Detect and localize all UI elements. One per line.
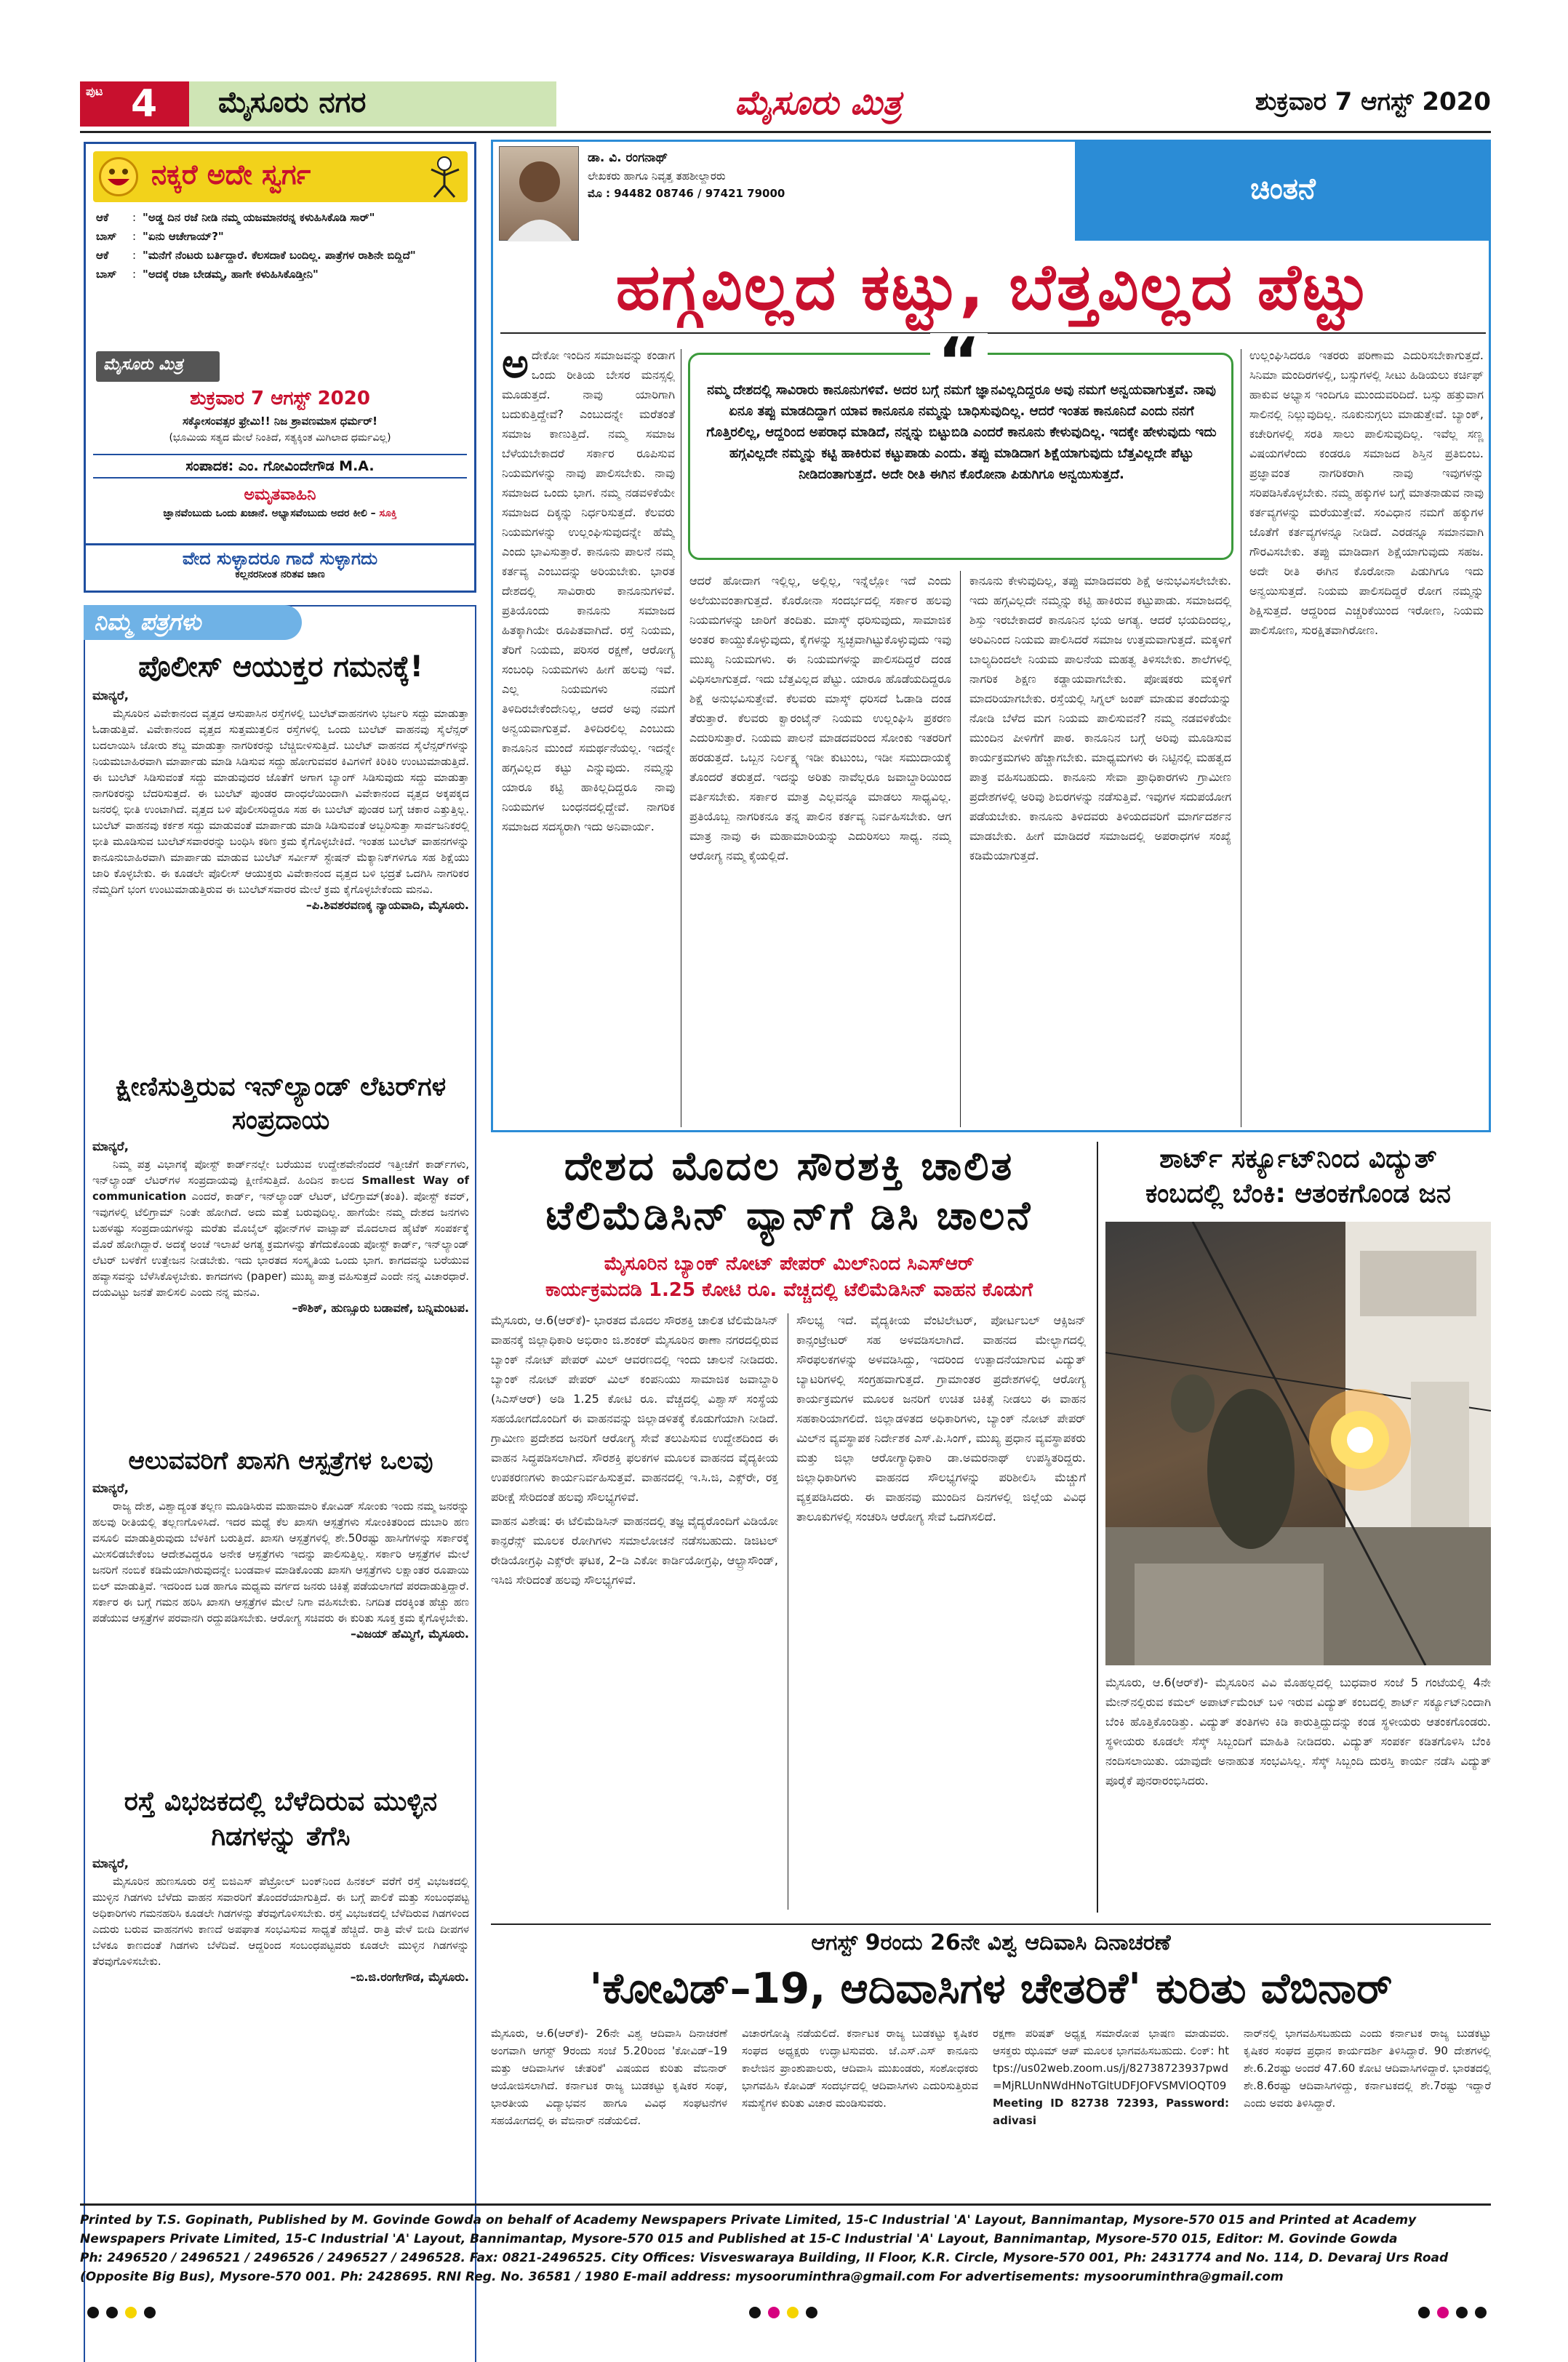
solar-subhead-1: ಮೈಸೂರಿನ ಬ್ಯಾಂಕ್ ನೋಟ್ ಪೇಪರ್ ಮಿಲ್‌ನಿಂದ ಸಿಎಸ್‌ಆರ್ bbox=[604, 1253, 975, 1275]
letter-signature: –ಕೌಶಿಕ್, ಹುಣ್ಸೂರು ಬಡಾವಣೆ, ಬನ್ನಿಮಂಟಪ. bbox=[292, 1301, 469, 1315]
letter-body bbox=[92, 1156, 469, 1300]
solar-headline-1: ದೇಶದ ಮೊದಲ ಸೌರಶಕ್ತಿ ಚಾಲಿತ bbox=[564, 1143, 1015, 1189]
joke-date-line: ಶುಕ್ರವಾರ 7 ಆಗಸ್ಟ್ 2020 bbox=[190, 388, 370, 409]
letter-signature: –ಪಿ.ಶಿವಶರವಣಕ್ಕ ನ್ಯಾಯವಾದಿ, ಮೈಸೂರು. bbox=[305, 898, 469, 912]
letter-2 bbox=[92, 1070, 469, 1316]
solar-article bbox=[491, 1142, 1087, 1916]
letter-heading: ಕ್ಷೀಣಿಸುತ್ತಿರುವ ಇನ್‌ಲ್ಯಾಂಡ್ ಲೆಟರ್‌ಗಳ ಸಂಪ್ರದಾಯ bbox=[115, 1072, 447, 1135]
webinar-text: ವಿಚಾರಗೋಷ್ಠಿ ನಡೆಯಲಿದೆ. ಕರ್ನಾಟಕ ರಾಜ್ಯ ಬುಡಕಟ್ಟು ಕೃಷಿಕರ ಸಂಘದ ಅಧ್ಯಕ್ಷರು ಉದ್ಘಾಟಿಸುವರು. ಜೆ.ಎಸ್.ಎಸ್ ಕಾನೂನು ಕಾಲೇಜಿನ ಪ್ರಾಂಶುಪಾಲರು, ಆದಿವಾಸಿ ಮುಖಂಡರು, ಸಂಶೋಧಕರು ಭಾಗವಹಿಸಿ ಕೋವಿಡ್ ಸಂದರ್ಭದಲ್ಲಿ ಆದಿವಾಸಿಗಳು ಎದುರಿಸುತ್ತಿರುವ ಸಮಸ್ಯೆಗಳ ಕುರಿತು ವಿಚಾರ ಮಂಡಿಸುವರು. bbox=[742, 2027, 978, 2110]
solar-subhead-2: ಕಾರ್ಯಕ್ರಮದಡಿ 1.25 ಕೋಟಿ ರೂ. ವೆಚ್ಚದಲ್ಲಿ ಟೆಲಿಮೆಡಿಸಿನ್ ವಾಹನ ಕೊಡುಗೆ bbox=[545, 1279, 1033, 1301]
webinar-col-4 bbox=[1244, 2025, 1491, 2198]
letter-body-part: ಎಂದರೆ, ಕಾರ್ಡ್, ಇನ್‌ಲ್ಯಾಂಡ್ ಲೆಟರ್, ಟೆಲಿಗ್ರಾಮ್(ತಂತಿ). ಪೋಸ್ಟ್ ಕವರ್, ಇವುಗಳಲ್ಲಿ ಟೆಲಿಗ್ರಾಮ್ ನಿಂತೇ ಹೋಗಿದೆ. ಅದು ಮತ್ತೆ ಬರುವುದಿಲ್ಲ. ಹಾಗೆಯೇ ನಮ್ಮ ದೇಶದ ಜನಗಳು ಬಹಳಷ್ಟು ಸಂಪ್ರದಾಯಗಳನ್ನು ಮರೆತು ಮೊಬೈಲ್ ಫೋನ್‌ಗಳ ವಾಟ್ಸಾಪ್ ಮೊದಲಾದ ಹೈಟೆಕ್ ಸಂಪರ್ಕಕ್ಕೆ ಮೊರೆ ಹೋಗಿದ್ದಾರೆ. ಅದಕ್ಕೆ ಅಂಚೆ ಇಲಾಖೆ ಅಗತ್ಯ ಕ್ರಮಗಳನ್ನು ತೆಗೆದುಕೊಂಡು ಪೋಸ್ಟ್ ಕಾರ್ಡ್, ಇನ್‌ಲ್ಯಾಂಡ್ ಲೆಟರ್ ಬಳಕೆಗೆ ಉತ್ತೇಜನ ನೀಡಬೇಕು. ಇದು ಭಾರತದ ಸಂಸ್ಕೃತಿಯ ಒಂದು ಭಾಗ. ಕಾಗದವನ್ನು ಬರೆಯುವ ಹವ್ಯಾಸವನ್ನು ಬೆಳೆಸಿಕೊಳ್ಳಬೇಕು. ಕಾಗದಗಳು bbox=[92, 1190, 469, 1283]
pull-quote-text: ನಮ್ಮ ದೇಶದಲ್ಲಿ ಸಾವಿರಾರು ಕಾನೂನುಗಳಿವೆ. ಅದರ ಬಗ್ಗೆ ನಮಗೆ ಜ್ಞಾನವಿಲ್ಲದಿದ್ದರೂ ಅವು ನಮಗೆ ಅನ್ವಯವಾಗುತ್ತವೆ. ನಾವು ಏನೂ ತಪ್ಪು ಮಾಡದಿದ್ದಾಗ ಯಾವ ಕಾನೂನೂ ನಮ್ಮನ್ನು ಬಾಧಿಸುವುದಿಲ್ಲ. ಆದರೆ ಇಂತಹ ಕಾನೂನಿದೆ ಎಂದು ನನಗೆ ಗೊತ್ತಿರಲಿಲ್ಲ, ಆದ್ದರಿಂದ ಅಪರಾಧ ಮಾಡಿದೆ, ನನ್ನನ್ನು ಬಿಟ್ಟುಬಿಡಿ ಎಂದರೆ ಕಾನೂನು ಕೇಳುವುದಿಲ್ಲ. ಇದಕ್ಕೇ ಹೇಳುವುದು ಇದು ಹಗ್ಗವಿಲ್ಲದೇ ನಮ್ಮನ್ನು ಕಟ್ಟಿ ಹಾಕಿರುವ ಕಟ್ಟುಪಾಡು ಎಂದು. ತಪ್ಪು ಮಾಡಿದಾಗ ಶಿಕ್ಷೆಯಾಗುವುದು ಬೆತ್ತವಿಲ್ಲದೇ ಪೆಟ್ಟು ನೀಡಿದಂತಾಗುತ್ತದೆ. ಅದೇ ರೀತಿ ಈಗಿನ ಕೊರೋನಾ ಪಿಡುಗಿಗೂ ಅನ್ವಯಿಸುತ್ತದೆ. bbox=[706, 383, 1217, 482]
amrita-source: ಸೂಕ್ತಿ bbox=[379, 508, 397, 519]
solar-headline-2: ಟೆಲಿಮೆಡಿಸಿನ್ ವ್ಯಾನ್‌ಗೆ ಡಿಸಿ ಚಾಲನೆ bbox=[545, 1193, 1033, 1238]
amrita-text: ಜ್ಞಾನವೆಂಬುದು ಒಂದು ಖಜಾನೆ. ಅಭ್ಯಾಸವೆಂಬುದು ಅದರ ಕೀಲಿ – bbox=[163, 508, 376, 519]
small-masthead: ಮೈಸೂರು ಮಿತ್ರ bbox=[103, 356, 183, 374]
chintane-text: ಆದರೆ ಹೋದಾಗ ಇಲ್ಲಿಲ್ಲ, ಅಲ್ಲಿಲ್ಲ, ಇನ್ನೆಲ್ಲೋ ಇದೆ ಎಂದು ಅಲೆಯುವಂತಾಗುತ್ತದೆ. ಕೊರೋನಾ ಸಂದರ್ಭದಲ್ಲಿ ಸರ್ಕಾರ ಹಲವು ನಿಯಮಗಳನ್ನು ಜಾರಿಗೆ ತಂದಿತು. ಮಾಸ್ಕ್ ಧರಿಸುವುದು, ಸಾಮಾಜಿಕ ಅಂತರ ಕಾಯ್ದುಕೊಳ್ಳುವುದು, ಕೈಗಳನ್ನು ಸ್ವಚ್ಛವಾಗಿಟ್ಟುಕೊಳ್ಳುವುದು ಇವು ಮುಖ್ಯ ನಿಯಮಗಳು. ಈ ನಿಯಮಗಳನ್ನು ಪಾಲಿಸದಿದ್ದರೆ ದಂಡ ವಿಧಿಸಲಾಗುತ್ತದೆ. ಇದು ಬೆತ್ತವಿಲ್ಲದ ಪೆಟ್ಟು. ಯಾರೂ ಹೊಡೆಯದಿದ್ದರೂ ಶಿಕ್ಷೆ ಅನುಭವಿಸುತ್ತೇವೆ. ಕೆಲವರು ಮಾಸ್ಕ್ ಧರಿಸದೆ ಓಡಾಡಿ ದಂಡ ತೆರುತ್ತಾರೆ. ಕೆಲವರು ಕ್ವಾರಂಟೈನ್ ನಿಯಮ ಉಲ್ಲಂಘಿಸಿ ಪ್ರಕರಣ ಎದುರಿಸುತ್ತಾರೆ. ನಿಯಮ ಪಾಲನೆ ಮಾಡದವರಿಂದ ಸೋಂಕು ಇತರರಿಗೆ ಹರಡುತ್ತದೆ. ಒಬ್ಬನ ನಿರ್ಲಕ್ಷ್ಯ ಇಡೀ ಕುಟುಂಬ, ಇಡೀ ಸಮುದಾಯಕ್ಕೆ ತೊಂದರೆ ತರುತ್ತದೆ. ಇದನ್ನು ಅರಿತು ನಾವೆಲ್ಲರೂ ಜವಾಬ್ದಾರಿಯಿಂದ ವರ್ತಿಸಬೇಕು. ಸರ್ಕಾರ ಮಾತ್ರ ಎಲ್ಲವನ್ನೂ ಮಾಡಲು ಸಾಧ್ಯವಿಲ್ಲ. ಪ್ರತಿಯೊಬ್ಬ ನಾಗರಿಕನೂ ತನ್ನ ಪಾಲಿನ ಕರ್ತವ್ಯ ನಿರ್ವಹಿಸಬೇಕು. ಆಗ ಮಾತ್ರ ನಾವು ಈ ಮಹಾಮಾರಿಯನ್ನು ಎದುರಿಸಲು ಸಾಧ್ಯ. ನಮ್ಮ ಆರೋಗ್ಯ ನಮ್ಮ ಕೈಯಲ್ಲಿದೆ. bbox=[689, 574, 951, 862]
vachana-box bbox=[84, 545, 476, 593]
webinar-text: ನಾರ್‌ನಲ್ಲಿ ಭಾಗವಹಿಸಬಹುದು ಎಂದು ಕರ್ನಾಟಕ ರಾಜ್ಯ ಬುಡಕಟ್ಟು ಕೃಷಿಕರ ಸಂಘದ ಪ್ರಧಾನ ಕಾರ್ಯದರ್ಶಿ ತಿಳಿಸಿದ್ದಾರೆ. 90 ದೇಶಗಳಲ್ಲಿ ಶೇ.6.2ರಷ್ಟು ಅಂದರೆ 47.60 ಕೋಟಿ ಆದಿವಾಸಿಗಳಿದ್ದಾರೆ. ಭಾರತದಲ್ಲಿ ಶೇ.8.6ರಷ್ಟು ಆದಿವಾಸಿಗಳಿದ್ದು, ಕರ್ನಾಟಕದಲ್ಲಿ ಶೇ.7ರಷ್ಟು ಇದ್ದಾರೆ ಎಂದು ಅವರು ತಿಳಿಸಿದ್ದಾರೆ. bbox=[1244, 2027, 1491, 2110]
quote-mark-icon: “ bbox=[930, 333, 988, 391]
letter-salutation: ಮಾನ್ಯರೆ, bbox=[92, 1857, 129, 1871]
chintane-headline: ಹಗ್ಗವಿಲ್ಲದ ಕಟ್ಟು, ಬೆತ್ತವಿಲ್ಲದ ಪೆಟ್ಟು bbox=[615, 249, 1371, 324]
letter-signature: –ವಿಜಯ್ ಹೆಮ್ಮಿಗೆ, ಮೈಸೂರು. bbox=[351, 1627, 469, 1641]
joke-line: ಬಾಸ್ : "ಅದಕ್ಕೆ ರಜಾ ಬೇಡಮ್ಮ, ಹಾಗೇ ಕಳುಹಿಸಿಕೊಡ್ತೀನಿ" bbox=[96, 266, 467, 282]
page-label: ಪುಟ bbox=[86, 84, 103, 98]
letter-body: ಮೈಸೂರಿನ ವಿವೇಕಾನಂದ ವೃತ್ತದ ಆಸುಪಾಸಿನ ರಸ್ತೆಗಳಲ್ಲಿ ಬುಲೆಟ್‌ವಾಹನಗಳು ಭರ್ಜರಿ ಸದ್ದು ಮಾಡುತ್ತಾ ಓಡಾಡುತ್ತಿವೆ. ವಿವೇಕಾನಂದ ವೃತ್ತದ ಸುತ್ತಮುತ್ತಲಿನ ರಸ್ತೆಗಳಲ್ಲಿ ಒಂದು ಬುಲೆಟ್ ವಾಹನವು ಸೈಲೆನ್ಸರ್ ಬದಲಾಯಿಸಿ ಜೋರು ಶಬ್ದ ಮಾಡುತ್ತಾ ನಾಗರಿಕರನ್ನು ಬೆಚ್ಚಿಬೀಳಿಸುತ್ತಿದೆ. ಬುಲೆಟ್ ವಾಹನದ ಸೈಲೆನ್ಸರ್‌ಗಳನ್ನು ನಿಯಮಬಾಹಿರವಾಗಿ ಮಾರ್ಪಾಡು ಮಾಡಿ ಸಿಡಿಸುವ ಸದ್ದು ಹೋಗುವವರ ಕಿವಿಗಳಿಗೆ ಕಿರಿಕಿರಿ ಉಂಟುಮಾಡುತ್ತಿದೆ. ಈ ಬುಲೆಟ್ ಸಿಡಿಸುವಂತೆ ಸದ್ದು ಮಾಡುವುದರ ಜೊತೆಗೆ ಅಗಾಗ ಬ್ಯಾಂಗ್ ಸಿಡಿಸುವುದು ಸದ್ದು ಮಾಡುತ್ತಾ ನಾಗರಿಕರನ್ನು ಬೆದರಿಸುತ್ತದೆ. ಈ ಬುಲೆಟ್ ಪುಂಡರ ದಾಂಧಲೆಯಿಂದಾಗಿ ವಿವೇಕಾನಂದ ವೃತ್ತದ ಅಕ್ಕಪಕ್ಕದ ಜನರಲ್ಲಿ ಭೀತಿ ಉಂಟಾಗಿದೆ. ವೃತ್ತದ ಬಳಿ ಪೊಲೀಸರಿದ್ದರೂ ಸಹ ಈ ಬುಲೆಟ್ ಪುಂಡರ ಬಗ್ಗೆ ಚಕಾರ ಎತ್ತುತ್ತಿಲ್ಲ. ಬುಲೆಟ್ ವಾಹನವು ಕರ್ಕಶ ಸದ್ದು ಮಾಡುವಂತೆ ಮಾರ್ಪಾಡು ಮಾಡಿ ಸಿಡಿಸುವಂತೆ ಅಬ್ಬರಿಸುತ್ತಾ ಸಾರ್ವಜನಿಕರಲ್ಲಿ ಭೀತಿ ಮೂಡಿಸುವ ಬುಲೆಟ್‌ಸವಾರರನ್ನು ಬಂಧಿಸಿ ಕಠಿಣ ಕ್ರಮ ಕೈಗೊಳ್ಳಬೇಕಿದೆ. ಇಂತಹ ಬುಲೆಟ್ ವಾಹನಗಳನ್ನು ಕಾನೂನುಬಾಹಿರವಾಗಿ ಮಾರ್ಪಾಡು ಮಾಡುವ ಬುಲೆಟ್ ಸರ್ವೀಸ್ ಸ್ಟೇಷನ್ ಮೆಕ್ಯಾನಿಕ್‌ಗಳಿಗೂ ಸಹ ಶಿಕ್ಷೆಯು ಜಾರಿ ಕೊಳ್ಳಬೇಕು. ಈ ಕೂಡಲೇ ಪೊಲೀಸ್ ಆಯುಕ್ತರು ವಿವೇಕಾನಂದ ವೃತ್ತದ ಬಳಿ ಭದ್ರತೆ ಒದಗಿಸಿ ನಾಗರಿಕರ ನೆಮ್ಮದಿಗೆ ಭಂಗ ಉಂಟುಮಾಡುತ್ತಿರುವ ಈ ಬುಲೆಟ್‌ಸವಾರರ ಮೇಲೆ ಕ್ರಮ ಕೈಗೊಳ್ಳಬೇಕೆಂದು ಮನವಿ. bbox=[92, 707, 469, 896]
webinar-link[interactable]: https://us02web.zoom.us/j/82738723937pwd=MjRLUnNWdHNoTGltUDFJOFVSMVlOQT09 bbox=[993, 2044, 1229, 2092]
short-circuit-headline-2: ಕಂಬದಲ್ಲಿ ಬೆಂಕಿ: ಆತಂಕಗೊಂಡ ಜನ bbox=[1145, 1179, 1451, 1209]
author-role: ಲೇಖಕರು ಹಾಗೂ ನಿವೃತ್ತ ತಹಶೀಲ್ದಾರರು bbox=[588, 169, 726, 183]
black-dot bbox=[1418, 2307, 1430, 2318]
joke-text: "ಮನೆಗೆ ನೆಂಟರು ಬರ್ತಿದ್ದಾರೆ. ಕೆಲಸದಾಕೆ ಬಂದಿಲ್ಲ. ಪಾತ್ರೆಗಳ ರಾಶಿನೇ ಬಿದ್ದಿದೆ" bbox=[143, 249, 416, 262]
header-rule bbox=[80, 131, 1491, 133]
webinar-col-3 bbox=[993, 2025, 1229, 2198]
letter-heading: ಪೊಲೀಸ್ ಆಯುಕ್ತರ ಗಮನಕ್ಕೆ! bbox=[138, 650, 423, 684]
joke-dialog bbox=[96, 209, 467, 282]
letter-salutation: ಮಾನ್ಯರೆ, bbox=[92, 689, 129, 703]
black-dot bbox=[1475, 2307, 1487, 2318]
webinar-col-2 bbox=[742, 2025, 978, 2198]
letter-body-part: ಮುಖ್ಯ ಪಾತ್ರ ವಹಿಸುತ್ತದೆ ಎಂದೇ ನನ್ನ ವಿಚಾರಧಾರೆ. ದಯವಿಟ್ಟು ಜನತೆ ಪಾಲಿಸಲಿ ಎಂದು ನನ್ನ ಮನವಿ. bbox=[92, 1270, 469, 1299]
caption-text: ಮೈಸೂರು, ಆ.6(ಆರ್‌ಕೆ)- ಮೈಸೂರಿನ ವಿವಿ ಮೊಹಲ್ಲದಲ್ಲಿ ಬುಧವಾರ ಸಂಜೆ 5 ಗಂಟೆಯಲ್ಲಿ 4ನೇ ಮೇನ್‌ನಲ್ಲಿರುವ ಕಮಲ್ ಅಪಾರ್ಟ್‌ಮೆಂಟ್ ಬಳಿ ಇರುವ ವಿದ್ಯುತ್ ಕಂಬದಲ್ಲಿ ಶಾರ್ಟ್ ಸರ್ಕ್ಯೂಟ್‌ನಿಂದಾಗಿ ಬೆಂಕಿ ಹೊತ್ತಿಕೊಂಡಿತ್ತು. ವಿದ್ಯುತ್ ತಂತಿಗಳು ಕಿಡಿ ಕಾರುತ್ತಿದ್ದುದನ್ನು ಕಂಡ ಸ್ಥಳೀಯರು ಆತಂಕಗೊಂಡರು. ಸ್ಥಳೀಯರು ಕೂಡಲೇ ಸೆಸ್ಕ್ ಸಿಬ್ಬಂದಿಗೆ ಮಾಹಿತಿ ನೀಡಿದರು. ವಿದ್ಯುತ್ ಸಂಪರ್ಕ ಕಡಿತಗೊಳಿಸಿ ಬೆಂಕಿ ನಂದಿಸಲಾಯಿತು. ಯಾವುದೇ ಅನಾಹುತ ಸಂಭವಿಸಿಲ್ಲ. ಸೆಸ್ಕ್ ಸಿಬ್ಬಂದಿ ದುರಸ್ತಿ ಕಾರ್ಯ ನಡೆಸಿ ವಿದ್ಯುತ್ ಪೂರೈಕೆ ಪುನರಾರಂಭಿಸಿದರು. bbox=[1105, 1676, 1491, 1787]
letter-body: ಮೈಸೂರಿನ ಹುಣಸೂರು ರಸ್ತೆ ಬಿಜಿಎಸ್ ಪೆಟ್ರೋಲ್ ಬಂಕ್‌ನಿಂದ ಹಿನಕಲ್ ವರೆಗೆ ರಸ್ತೆ ವಿಭಜಕದಲ್ಲಿ ಮುಳ್ಳಿನ ಗಿಡಗಳು ಬೆಳೆದು ವಾಹನ ಸವಾರರಿಗೆ ತೊಂದರೆಯಾಗುತ್ತಿದೆ. ಈ ಬಗ್ಗೆ ಪಾಲಿಕೆ ಮತ್ತು ಸಂಬಂಧಪಟ್ಟ ಅಧಿಕಾರಿಗಳು ಗಮನಹರಿಸಿ ಕೂಡಲೇ ಗಿಡಗಳನ್ನು ತೆರವುಗೊಳಿಸಬೇಕು. ರಸ್ತೆ ವಿಭಜಕದಲ್ಲಿ ಬೆಳೆದಿರುವ ಗಿಡಗಳಿಂದ ಎದುರು ಬರುವ ವಾಹನಗಳು ಕಾಣದೆ ಅಪಘಾತ ಸಂಭವಿಸುವ ಸಾಧ್ಯತೆ ಹೆಚ್ಚಿದೆ. ರಾತ್ರಿ ವೇಳೆ ಬೀದಿ ದೀಪಗಳ ಬೆಳಕೂ ಕಾಣದಂತೆ ಗಿಡಗಳು ಬೆಳೆದಿವೆ. ಆದ್ದರಿಂದ ಸಂಬಂಧಪಟ್ಟವರು ಕೂಡಲೇ ಮುಳ್ಳಿನ ಗಿಡಗಳನ್ನು ತೆರವುಗೊಳಿಸಬೇಕು. bbox=[92, 1875, 469, 1968]
dropcap: ಅ bbox=[502, 345, 529, 388]
joke-speaker: ಬಾಸ್ bbox=[96, 230, 117, 243]
joke-text: "ಅಡ್ಡ ದಿನ ರಜೆ ನೀಡಿ ನಮ್ಮ ಯಜಮಾನರನ್ನ ಕಳುಹಿಸಿಕೊಡಿ ಸಾರ್" bbox=[143, 211, 375, 224]
webinar-meeting-info: Meeting ID 82738 72393, Password: adivasi bbox=[993, 2097, 1229, 2127]
letter-heading: ರಸ್ತೆ ವಿಭಜಕದಲ್ಲಿ ಬೆಳೆದಿರುವ ಮುಳ್ಳಿನ ಗಿಡಗಳನ್ನು ತೆಗೆಸಿ bbox=[124, 1787, 438, 1851]
imprint bbox=[80, 2211, 1491, 2286]
column-name-box bbox=[1075, 142, 1491, 241]
imprint-line: Printed by T.S. Gopinath, Published by M. Govinde Gowda on behalf of Academy Newspapers Private Limited, 15-C Industrial 'A' Layout, Bannimantap, Mysore-570 015 and Printed at Academy bbox=[80, 2213, 1417, 2227]
webinar-text-part: ರಕ್ಷಣಾ ಪರಿಷತ್ ಅಧ್ಯಕ್ಷ ಸಮಾರೋಪ ಭಾಷಣ ಮಾಡುವರು. ಆಸಕ್ತರು ಝೂಮ್ ಆಪ್ ಮೂಲಕ ಭಾಗವಹಿಸಬಹುದು. ಲಿಂಕ್: bbox=[993, 2027, 1229, 2057]
page-header bbox=[80, 81, 1491, 132]
joke-text: "ಅದಕ್ಕೆ ರಜಾ ಬೇಡಮ್ಮ, ಹಾಗೇ ಕಳುಹಿಸಿಕೊಡ್ತೀನಿ" bbox=[143, 268, 319, 281]
letter-body-english: Smallest Way of communication bbox=[92, 1174, 469, 1203]
chintane-col-3 bbox=[969, 571, 1231, 1131]
letter-4 bbox=[92, 1785, 469, 1985]
registration-marks-center bbox=[749, 2307, 817, 2318]
solar-text-special: ವಾಹನ ವಿಶೇಷ: ಈ ಟೆಲಿಮೆಡಿಸಿನ್ ವಾಹನದಲ್ಲಿ ತಜ್ಞ ವೈದ್ಯರೊಂದಿಗೆ ವಿಡಿಯೋ ಕಾನ್ಫರೆನ್ಸ್ ಮೂಲಕ ರೋಗಿಗಳು ಸಮಾಲೋಚನೆ ನಡೆಸಬಹುದು. ಡಿಜಿಟಲ್ ರೇಡಿಯೋಗ್ರಫಿ ಎಕ್ಸ್‌ರೇ ಘಟಕ, 2–ಡಿ ಎಕೋ ಕಾರ್ಡಿಯೋಗ್ರಫಿ, ಆಲ್ಟ್ರಾಸೌಂಡ್, ಇಸಿಜಿ ಸೇರಿದಂತೆ ಹಲವು ಸೌಲಭ್ಯಗಳಿವೆ. bbox=[491, 1514, 778, 1587]
section-name: ಮೈಸೂರು ನಗರ bbox=[218, 86, 367, 119]
joke-line: ಆಕೆ : "ಅಡ್ಡ ದಿನ ರಜೆ ನೀಡಿ ನಮ್ಮ ಯಜಮಾನರನ್ನ ಕಳುಹಿಸಿಕೊಡಿ ಸಾರ್" bbox=[96, 209, 467, 225]
joke-line: ಆಕೆ : "ಮನೆಗೆ ನೆಂಟರು ಬರ್ತಿದ್ದಾರೆ. ಕೆಲಸದಾಕೆ ಬಂದಿಲ್ಲ. ಪಾತ್ರೆಗಳ ರಾಶಿನೇ ಬಿದ್ದಿದೆ" bbox=[96, 247, 467, 263]
chintane-article bbox=[491, 140, 1491, 1132]
yellow-dot bbox=[787, 2307, 799, 2318]
webinar-col-1 bbox=[491, 2025, 727, 2198]
black-dot bbox=[749, 2307, 761, 2318]
author-photo bbox=[499, 146, 579, 241]
webinar-headline: 'ಕೋವಿಡ್–19, ಆದಿವಾಸಿಗಳ ಚೇತರಿಕೆ' ಕುರಿತು ವೆಬಿನಾರ್ bbox=[589, 1963, 1393, 2013]
magenta-dot bbox=[1437, 2307, 1449, 2318]
letters-section-title: ನಿಮ್ಮ ಪತ್ರಗಳು bbox=[94, 608, 201, 636]
header-date: ಶುಕ್ರವಾರ 7 ಆಗಸ್ಟ್ 2020 bbox=[1255, 87, 1491, 116]
small-masthead-box bbox=[96, 351, 220, 382]
page-number: 4 bbox=[131, 82, 158, 126]
webinar-kicker: ಆಗಸ್ಟ್ 9ರಂದು 26ನೇ ವಿಶ್ವ ಆದಿವಾಸಿ ದಿನಾಚರಣೆ bbox=[811, 1930, 1171, 1955]
footer-rule bbox=[80, 2203, 1491, 2206]
chintane-col-2 bbox=[689, 571, 951, 1131]
short-circuit-article bbox=[1105, 1142, 1491, 1913]
solar-col-1 bbox=[491, 1310, 778, 1914]
almanac-line: ಸಕ್ಕೋಸಂವತ್ಸರ ಫ್ರೇಮಿ!! ನಿಜ ಶ್ರಾವಣಮಾಸ ಧರ್ಮರ್! bbox=[182, 415, 378, 428]
joke-line: ಬಾಸ್ : "ಏನು ಆಚೇಗಾಯ್?" bbox=[96, 228, 467, 244]
letter-salutation: ಮಾನ್ಯರೆ, bbox=[92, 1140, 129, 1154]
short-circuit-caption bbox=[1105, 1673, 1491, 1913]
letters-column bbox=[84, 605, 476, 2362]
stick-figure-icon bbox=[424, 155, 464, 199]
smiley-icon bbox=[99, 157, 138, 196]
chintane-col-1 bbox=[502, 345, 675, 1131]
imprint-line: (Opposite Big Bus), Mysore-570 001. Ph: 2428695. RNI Reg. No. 36581 / 1980 E-mail address: mysooruminthra@gmail.com For advertisements: mysooruminthra@gmail.com bbox=[80, 2270, 1284, 2284]
joke-speaker: ಆಕೆ bbox=[96, 249, 109, 262]
yellow-dot bbox=[125, 2307, 137, 2318]
black-dot bbox=[806, 2307, 817, 2318]
letter-heading: ಆಲುವವರಿಗೆ ಖಾಸಗಿ ಆಸ್ಪತ್ರೆಗಳ ಒಲವು bbox=[128, 1446, 433, 1476]
solar-text: ಮೈಸೂರು, ಆ.6(ಆರ್‌ಕೆ)- ಭಾರತದ ಮೊದಲ ಸೌರಶಕ್ತಿ ಚಾಲಿತ ಟೆಲಿಮೆಡಿಸಿನ್ ವಾಹನಕ್ಕೆ ಜಿಲ್ಲಾಧಿಕಾರಿ ಅಭಿರಾಂ ಜಿ.ಶಂಕರ್ ಮೈಸೂರಿನ ಠಾಣಾ ನಗರದಲ್ಲಿರುವ ಬ್ಯಾಂಕ್ ನೋಟ್ ಪೇಪರ್ ಮಿಲ್ ಆವರಣದಲ್ಲಿ ಇಂದು ಚಾಲನೆ ನೀಡಿದರು. ಬ್ಯಾಂಕ್ ನೋಟ್ ಪೇಪರ್ ಮಿಲ್ ಕಂಪನಿಯು ಸಾಮಾಜಿಕ ಜವಾಬ್ದಾರಿ (ಸಿಎಸ್‌ಆರ್) ಅಡಿ 1.25 ಕೋಟಿ ರೂ. ವೆಚ್ಚದಲ್ಲಿ ವಿಶ್ವಾಸ್ ಸಂಸ್ಥೆಯ ಸಹಯೋಗದೊಂದಿಗೆ ಈ ವಾಹನವನ್ನು ಜಿಲ್ಲಾಡಳಿತಕ್ಕೆ ಕೊಡುಗೆಯಾಗಿ ನೀಡಿದೆ. ಗ್ರಾಮೀಣ ಪ್ರದೇಶದ ಜನರಿಗೆ ಆರೋಗ್ಯ ಸೇವೆ ತಲುಪಿಸುವ ಉದ್ದೇಶದಿಂದ ಈ ವಾಹನ ಸಿದ್ಧಪಡಿಸಲಾಗಿದೆ. ಸೌರಶಕ್ತಿ ಫಲಕಗಳ ಮೂಲಕ ವಾಹನದ ವೈದ್ಯಕೀಯ ಉಪಕರಣಗಳು ಕಾರ್ಯನಿರ್ವಹಿಸುತ್ತವೆ. ವಾಹನದಲ್ಲಿ ಇ.ಸಿ.ಜಿ, ಎಕ್ಸ್‌ರೇ, ರಕ್ತ ಪರೀಕ್ಷೆ ಸೇರಿದಂತೆ ಹಲವು ಸೌಲಭ್ಯಗಳಿವೆ. bbox=[491, 1313, 778, 1504]
headline-rule bbox=[500, 332, 1486, 334]
black-dot bbox=[1456, 2307, 1468, 2318]
imprint-line: Newspapers Private Limited, 15-C Industrial 'A' Layout, Bannimantap, Mysore-570 015 and Published at 15-C Industrial 'A' Layout, Bannimantap, Mysore-570 015, Editor: M. Govinde Gowda bbox=[80, 2232, 1398, 2246]
column-divider bbox=[960, 571, 961, 1127]
chintane-text: ಕಾನೂನು ಕೇಳುವುದಿಲ್ಲ, ತಪ್ಪು ಮಾಡಿದವರು ಶಿಕ್ಷೆ ಅನುಭವಿಸಲೇಬೇಕು. ಇದು ಹಗ್ಗವಿಲ್ಲದೇ ನಮ್ಮನ್ನು ಕಟ್ಟಿ ಹಾಕಿರುವ ಕಟ್ಟುಪಾಡು. ಸಮಾಜದಲ್ಲಿ ಶಿಸ್ತು ಇರಬೇಕಾದರೆ ಕಾನೂನಿನ ಭಯ ಅಗತ್ಯ. ಆದರೆ ಭಯದಿಂದಲ್ಲ, ಅರಿವಿನಿಂದ ನಿಯಮ ಪಾಲಿಸಿದರೆ ಸಮಾಜ ಉತ್ತಮವಾಗುತ್ತದೆ. ಮಕ್ಕಳಿಗೆ ಬಾಲ್ಯದಿಂದಲೇ ನಿಯಮ ಪಾಲನೆಯ ಮಹತ್ವ ತಿಳಿಸಬೇಕು. ಶಾಲೆಗಳಲ್ಲಿ ನಾಗರಿಕ ಶಿಕ್ಷಣ ಕಡ್ಡಾಯವಾಗಬೇಕು. ಪೋಷಕರು ಮಕ್ಕಳಿಗೆ ಮಾದರಿಯಾಗಬೇಕು. ರಸ್ತೆಯಲ್ಲಿ ಸಿಗ್ನಲ್ ಜಂಪ್ ಮಾಡುವ ತಂದೆಯನ್ನು ನೋಡಿ ಬೆಳೆದ ಮಗ ನಿಯಮ ಪಾಲಿಸುವನೆ? ನಮ್ಮ ನಡವಳಿಕೆಯೇ ಮುಂದಿನ ಪೀಳಿಗೆಗೆ ಪಾಠ. ಕಾನೂನಿನ ಬಗ್ಗೆ ಅರಿವು ಮೂಡಿಸುವ ಕಾರ್ಯಕ್ರಮಗಳು ಹೆಚ್ಚಾಗಬೇಕು. ಮಾಧ್ಯಮಗಳು ಈ ನಿಟ್ಟಿನಲ್ಲಿ ಮಹತ್ವದ ಪಾತ್ರ ವಹಿಸಬಹುದು. ಕಾನೂನು ಸೇವಾ ಪ್ರಾಧಿಕಾರಗಳು ಗ್ರಾಮೀಣ ಪ್ರದೇಶಗಳಲ್ಲಿ ಅರಿವು ಶಿಬಿರಗಳನ್ನು ನಡೆಸುತ್ತಿವೆ. ಇವುಗಳ ಸದುಪಯೋಗ ಪಡೆಯಬೇಕು. ಕಾನೂನು ತಿಳಿದವರು ತಿಳಿಯದವರಿಗೆ ಮಾರ್ಗದರ್ಶನ ಮಾಡಬೇಕು. ಹೀಗೆ ಮಾಡಿದರೆ ಸಮಾಜದಲ್ಲಿ ಅಪರಾಧಗಳ ಸಂಖ್ಯೆ ಕಡಿಮೆಯಾಗುತ್ತದೆ. bbox=[969, 574, 1231, 862]
editor-line: ಸಂಪಾದಕ: ಎಂ. ಗೋವಿಂದೇಗೌಡ M.A. bbox=[93, 454, 467, 479]
magenta-dot bbox=[768, 2307, 780, 2318]
joke-title-bar bbox=[93, 151, 468, 202]
solar-text: ಸೌಲಭ್ಯ ಇದೆ. ವೈದ್ಯಕೀಯ ವೆಂಟಿಲೇಟರ್, ಪೋರ್ಟಬಲ್ ಆಕ್ಸಿಜನ್ ಕಾನ್ಸಂಟ್ರೇಟರ್ ಸಹ ಅಳವಡಿಸಲಾಗಿದೆ. ವಾಹನದ ಮೇಲ್ಭಾಗದಲ್ಲಿ ಸೌರಫಲಕಗಳನ್ನು ಅಳವಡಿಸಿದ್ದು, ಇದರಿಂದ ಉತ್ಪಾದನೆಯಾಗುವ ವಿದ್ಯುತ್ ಬ್ಯಾಟರಿಗಳಲ್ಲಿ ಸಂಗ್ರಹವಾಗುತ್ತದೆ. ಗ್ರಾಮಾಂತರ ಪ್ರದೇಶಗಳಲ್ಲಿ ಆರೋಗ್ಯ ಕಾರ್ಯಕ್ರಮಗಳ ಮೂಲಕ ಜನರಿಗೆ ಉಚಿತ ಚಿಕಿತ್ಸೆ ನೀಡಲು ಈ ವಾಹನ ಸಹಕಾರಿಯಾಗಲಿದೆ. ಜಿಲ್ಲಾಡಳಿತದ ಅಧಿಕಾರಿಗಳು, ಬ್ಯಾಂಕ್ ನೋಟ್ ಪೇಪರ್ ಮಿಲ್‌ನ ವ್ಯವಸ್ಥಾಪಕ ನಿರ್ದೇಶಕ ಎಸ್.ಪಿ.ಸಿಂಗ್, ಮುಖ್ಯ ಪ್ರಧಾನ ವ್ಯವಸ್ಥಾಪಕರು ಮತ್ತು ಜಿಲ್ಲಾ ಆರೋಗ್ಯಾಧಿಕಾರಿ ಡಾ.ಅಮರನಾಥ್ ಉಪಸ್ಥಿತರಿದ್ದರು. ಜಿಲ್ಲಾಧಿಕಾರಿಗಳು ವಾಹನದ ಸೌಲಭ್ಯಗಳನ್ನು ಪರಿಶೀಲಿಸಿ ಮೆಚ್ಚುಗೆ ವ್ಯಕ್ತಪಡಿಸಿದರು. ಈ ವಾಹನವು ಮುಂದಿನ ದಿನಗಳಲ್ಲಿ ಜಿಲ್ಲೆಯ ವಿವಿಧ ತಾಲೂಕುಗಳಲ್ಲಿ ಸಂಚರಿಸಿ ಆರೋಗ್ಯ ಸೇವೆ ಒದಗಿಸಲಿದೆ. bbox=[796, 1313, 1086, 1524]
almanac-note: (ಭೂಮಿಯ ಸತ್ಯದ ಮೇಲೆ ನಿಂತಿದೆ, ಸತ್ಯಕ್ಕಿಂತ ಮಿಗಿಲಾದ ಧರ್ಮವಿಲ್ಲ) bbox=[169, 432, 391, 444]
letter-body: ರಾಜ್ಯ ದೇಶ, ವಿಶ್ವಾದ್ಯಂತ ತಲ್ಲಣ ಮೂಡಿಸಿರುವ ಮಹಾಮಾರಿ ಕೋವಿಡ್ ಸೋಂಕು ಇಂದು ನಮ್ಮ ಜನರನ್ನು ಹಲವು ರೀತಿಯಲ್ಲಿ ತಲ್ಲಣಗೊಳಿಸಿದೆ. ಇದರ ಮಧ್ಯೆ ಕೆಲ ಖಾಸಗಿ ಆಸ್ಪತ್ರೆಗಳು ಸೋಂಕಿತರಿಂದ ದುಬಾರಿ ಹಣ ವಸೂಲಿ ಮಾಡುತ್ತಿರುವುದು ಬೆಳಕಿಗೆ ಬರುತ್ತಿದೆ. ಖಾಸಗಿ ಆಸ್ಪತ್ರೆಗಳಲ್ಲಿ ಶೇ.50ರಷ್ಟು ಹಾಸಿಗೆಗಳನ್ನು ಸರ್ಕಾರಕ್ಕೆ ಮೀಸಲಿಡಬೇಕೆಂಬ ಆದೇಶವಿದ್ದರೂ ಅನೇಕ ಆಸ್ಪತ್ರೆಗಳು ಇದನ್ನು ಪಾಲಿಸುತ್ತಿಲ್ಲ. ಸರ್ಕಾರಿ ಆಸ್ಪತ್ರೆಗಳ ಮೇಲೆ ಜನರಿಗೆ ನಂಬಿಕೆ ಕಡಿಮೆಯಾಗಿರುವುದನ್ನೇ ಬಂಡವಾಳ ಮಾಡಿಕೊಂಡು ಖಾಸಗಿ ಆಸ್ಪತ್ರೆಗಳು ಲಕ್ಷಾಂತರ ರೂಪಾಯಿ ಬಿಲ್ ಮಾಡುತ್ತಿವೆ. ಇದರಿಂದ ಬಡ ಹಾಗೂ ಮಧ್ಯಮ ವರ್ಗದ ಜನರು ಚಿಕಿತ್ಸೆ ಪಡೆಯಲಾಗದೆ ಪರದಾಡುತ್ತಿದ್ದಾರೆ. ಸರ್ಕಾರ ಈ ಬಗ್ಗೆ ಗಮನ ಹರಿಸಿ ಖಾಸಗಿ ಆಸ್ಪತ್ರೆಗಳ ಮೇಲೆ ನಿಗಾ ವಹಿಸಬೇಕು. ನಿಗದಿತ ದರಕ್ಕಿಂತ ಹೆಚ್ಚು ಹಣ ಪಡೆಯುವ ಆಸ್ಪತ್ರೆಗಳ ಪರವಾನಗಿ ರದ್ದುಪಡಿಸಬೇಕು. ಆರೋಗ್ಯ ಸಚಿವರು ಈ ಕುರಿತು ಸೂಕ್ತ ಕ್ರಮ ಕೈಗೊಳ್ಳಬೇಕು. bbox=[92, 1500, 469, 1625]
letter-salutation: ಮಾನ್ಯರೆ, bbox=[92, 1481, 129, 1496]
joke-text: "ಏನು ಆಚೇಗಾಯ್?" bbox=[143, 230, 224, 243]
webinar-text bbox=[993, 2025, 1229, 2129]
webinar-article bbox=[491, 1929, 1491, 2198]
pull-quote-box bbox=[688, 324, 1233, 560]
black-dot bbox=[106, 2307, 118, 2318]
section-bar bbox=[189, 81, 556, 127]
joke-box bbox=[84, 142, 476, 545]
registration-marks-right bbox=[1418, 2307, 1487, 2318]
letter-body-part: ನಿಮ್ಮ ಪತ್ರ ವಿಭಾಗಕ್ಕೆ ಪೋಸ್ಟ್ ಕಾರ್ಡ್‌ನಲ್ಲೇ ಬರೆಯುವ ಉದ್ದೇಶವೇನೆಂದರೆ ಇತ್ತೀಚೆಗೆ ಕಾರ್ಡ್‌ಗಳು, ಇನ್‌ಲ್ಯಾಂಡ್ ಲೆಟರ್‌ಗಳ ಸಂಪ್ರದಾಯವು ಕ್ಷೀಣಿಸುತ್ತಿದೆ. ಹಿಂದಿನ ಕಾಲದ bbox=[92, 1158, 469, 1187]
column-name: ಚಿಂತನೆ bbox=[1250, 172, 1316, 206]
letter-signature: –ಬಿ.ಜಿ.ರಂಗೇಗೌಡ, ಮೈಸೂರು. bbox=[350, 1970, 469, 1984]
imprint-line: Ph: 2496520 / 2496521 / 2496526 / 2496527 / 2496528. Fax: 0821-2496525. City Offices: Visveswaraya Building, II Floor, K.R. Circle, Mysore-570 001, Ph: 2431774 and No. 114, D. Devaraj Urs Road bbox=[80, 2251, 1449, 2265]
amrita-quote bbox=[93, 508, 467, 519]
vachana-title: ವೇದ ಸುಳ್ಳಾದರೂ ಗಾದೆ ಸುಳ್ಳಾಗದು bbox=[182, 548, 378, 569]
solar-col-2 bbox=[796, 1310, 1086, 1914]
joke-speaker: ಆಕೆ bbox=[96, 211, 109, 224]
letters-banner bbox=[84, 605, 302, 640]
masthead: ಮೈಸೂರು ಮಿತ್ರ bbox=[735, 83, 902, 122]
webinar-text: ಮೈಸೂರು, ಆ.6(ಆರ್‌ಕೆ)- 26ನೇ ವಿಶ್ವ ಆದಿವಾಸಿ ದಿನಾಚರಣೆ ಅಂಗವಾಗಿ ಆಗಸ್ಟ್ 9ರಂದು ಸಂಜೆ 5.20ರಿಂದ 'ಕೋವಿಡ್–19 ಮತ್ತು ಆದಿವಾಸಿಗಳ ಚೇತರಿಕೆ' ವಿಷಯದ ಕುರಿತು ವೆಬಿನಾರ್ ಆಯೋಜಿಸಲಾಗಿದೆ. ಕರ್ನಾಟಕ ರಾಜ್ಯ ಬುಡಕಟ್ಟು ಕೃಷಿಕರ ಸಂಘ, ಭಾರತೀಯ ವಿದ್ಯಾಭವನ ಹಾಗೂ ವಿವಿಧ ಸಂಘಟನೆಗಳ ಸಹಯೋಗದಲ್ಲಿ ಈ ವೆಬಿನಾರ್ ನಡೆಯಲಿದೆ. bbox=[491, 2027, 727, 2127]
letter-body-english: (paper) bbox=[246, 1270, 287, 1283]
black-dot bbox=[144, 2307, 156, 2318]
section-divider bbox=[1097, 1142, 1098, 1913]
black-dot bbox=[87, 2307, 99, 2318]
amrita-title: ಅಮೃತವಾಹಿನಿ bbox=[244, 486, 316, 504]
fire-photo bbox=[1105, 1222, 1491, 1665]
registration-marks-left bbox=[87, 2307, 156, 2318]
author-name: ಡಾ. ವಿ. ರಂಗನಾಥ್ bbox=[588, 151, 668, 165]
vachana-sub: ಕಲ್ಲನರನೀಂತ ನರಿತವ ಜಾಣ bbox=[235, 569, 325, 580]
letter-1 bbox=[92, 649, 469, 913]
chintane-col-4 bbox=[1249, 345, 1484, 1131]
chintane-text: ಉಲ್ಲಂಘಿಸಿದರೂ ಇತರರು ಪರಿಣಾಮ ಎದುರಿಸಬೇಕಾಗುತ್ತದೆ. ಸಿನಿಮಾ ಮಂದಿರಗಳಲ್ಲಿ, ಬಸ್ಸುಗಳಲ್ಲಿ ಸೀಟು ಹಿಡಿಯಲು ಕರ್ಚಿಫ್ ಹಾಕುವ ಅಭ್ಯಾಸ ಇಂದಿಗೂ ಮುಂದುವರಿದಿದೆ. ಬಸ್ಸು ಹತ್ತುವಾಗ ಸಾಲಿನಲ್ಲಿ ನಿಲ್ಲುವುದಿಲ್ಲ. ನೂಕುನುಗ್ಗಲು ಮಾಡುತ್ತೇವೆ. ಬ್ಯಾಂಕ್, ಕಚೇರಿಗಳಲ್ಲಿ ಸರತಿ ಸಾಲು ಪಾಲಿಸುವುದಿಲ್ಲ. ಇವೆಲ್ಲ ಸಣ್ಣ ವಿಷಯಗಳೆಂದು ಕಂಡರೂ ಸಮಾಜದ ಶಿಸ್ತಿನ ಪ್ರತಿಬಿಂಬ. ಪ್ರಜ್ಞಾವಂತ ನಾಗರಿಕರಾಗಿ ನಾವು ಇವುಗಳನ್ನು ಸರಿಪಡಿಸಿಕೊಳ್ಳಬೇಕು. ನಮ್ಮ ಹಕ್ಕುಗಳ ಬಗ್ಗೆ ಮಾತನಾಡುವ ನಾವು ಕರ್ತವ್ಯಗಳನ್ನು ಮರೆಯುತ್ತೇವೆ. ಸಂವಿಧಾನ ನಮಗೆ ಹಕ್ಕುಗಳ ಜೊತೆಗೆ ಕರ್ತವ್ಯಗಳನ್ನೂ ನೀಡಿದೆ. ಎರಡನ್ನೂ ಸಮಾನವಾಗಿ ಗೌರವಿಸಬೇಕು. ತಪ್ಪು ಮಾಡಿದಾಗ ಶಿಕ್ಷೆಯಾಗುವುದು ಸಹಜ. ಅದೇ ರೀತಿ ಈಗಿನ ಕೊರೋನಾ ಪಿಡುಗಿಗೂ ಇದು ಅನ್ವಯಿಸುತ್ತದೆ. ನಿಯಮ ಪಾಲಿಸದಿದ್ದರೆ ರೋಗ ನಮ್ಮನ್ನು ಶಿಕ್ಷಿಸುತ್ತದೆ. ಆದ್ದರಿಂದ ಎಚ್ಚರಿಕೆಯಿಂದ ಇರೋಣ, ನಿಯಮ ಪಾಲಿಸೋಣ, ಸುರಕ್ಷಿತವಾಗಿರೋಣ. bbox=[1249, 348, 1484, 637]
letter-3 bbox=[92, 1443, 469, 1642]
webinar-top-rule bbox=[491, 1923, 1491, 1925]
author-phone: ಮೊ : 94482 08746 / 97421 79000 bbox=[588, 187, 785, 200]
chintane-text: ದೇಕೋ ಇಂದಿನ ಸಮಾಜವನ್ನು ಕಂಡಾಗ ಒಂದು ರೀತಿಯ ಬೇಸರ ಮನಸ್ಸಲ್ಲಿ ಮೂಡುತ್ತದೆ. ನಾವು ಯಾರಿಗಾಗಿ ಬದುಕುತ್ತಿದ್ದೇವೆ? ಎಂಬುದನ್ನೇ ಮರೆತಂತೆ ಸಮಾಜ ಕಾಣುತ್ತಿದೆ. ನಮ್ಮ ಸಮಾಜ ಬೆಳೆಯಬೇಕಾದರೆ ಸರ್ಕಾರ ರೂಪಿಸುವ ನಿಯಮಗಳನ್ನು ನಾವು ಪಾಲಿಸಬೇಕು. ನಾವು ಸಮಾಜದ ಒಂದು ಭಾಗ. ನಮ್ಮ ನಡವಳಿಕೆಯೇ ಸಮಾಜದ ದಿಕ್ಕನ್ನು ನಿರ್ಧರಿಸುತ್ತದೆ. ಕೆಲವರು ನಿಯಮಗಳನ್ನು ಉಲ್ಲಂಘಿಸುವುದನ್ನೇ ಹೆಮ್ಮೆ ಎಂದು ಭಾವಿಸುತ್ತಾರೆ. ಕಾನೂನು ಪಾಲನೆ ನಮ್ಮ ಕರ್ತವ್ಯ ಎಂಬುದನ್ನು ಅರಿಯಬೇಕು. ಭಾರತ ದೇಶದಲ್ಲಿ ಸಾವಿರಾರು ಕಾನೂನುಗಳಿವೆ. ಪ್ರತಿಯೊಂದು ಕಾನೂನು ಸಮಾಜದ ಹಿತಕ್ಕಾಗಿಯೇ ರೂಪಿತವಾಗಿದೆ. ರಸ್ತೆ ನಿಯಮ, ತೆರಿಗೆ ನಿಯಮ, ಪರಿಸರ ರಕ್ಷಣೆ, ಆರೋಗ್ಯ ಸಂಬಂಧಿ ನಿಯಮಗಳು ಹೀಗೆ ಹಲವು ಇವೆ. ಎಲ್ಲ ನಿಯಮಗಳು ನಮಗೆ ತಿಳಿದಿರಬೇಕೆಂದೇನಿಲ್ಲ, ಆದರೆ ಅವು ನಮಗೆ ಅನ್ವಯವಾಗುತ್ತವೆ. ತಿಳಿದಿರಲಿಲ್ಲ ಎಂಬುದು ಕಾನೂನಿನ ಮುಂದೆ ಸಮರ್ಥನೆಯಲ್ಲ. ಇದನ್ನೇ ಹಗ್ಗವಿಲ್ಲದ ಕಟ್ಟು ಎನ್ನುವುದು. ನಮ್ಮನ್ನು ಯಾರೂ ಕಟ್ಟಿ ಹಾಕಿಲ್ಲದಿದ್ದರೂ ನಾವು ನಿಯಮಗಳ ಬಂಧನದಲ್ಲಿದ್ದೇವೆ. ನಾಗರಿಕ ಸಮಾಜದ ಸದಸ್ಯರಾಗಿ ಇದು ಅನಿವಾರ್ಯ. bbox=[502, 348, 675, 833]
joke-title: ನಕ್ಕರೆ ಅದೇ ಸ್ವರ್ಗ bbox=[151, 159, 311, 191]
page-label-box bbox=[80, 81, 189, 127]
joke-speaker: ಬಾಸ್ bbox=[96, 268, 117, 281]
short-circuit-headline-1: ಶಾರ್ಟ್ ಸರ್ಕ್ಯೂಟ್‌ನಿಂದ ವಿದ್ಯುತ್ bbox=[1159, 1144, 1437, 1174]
